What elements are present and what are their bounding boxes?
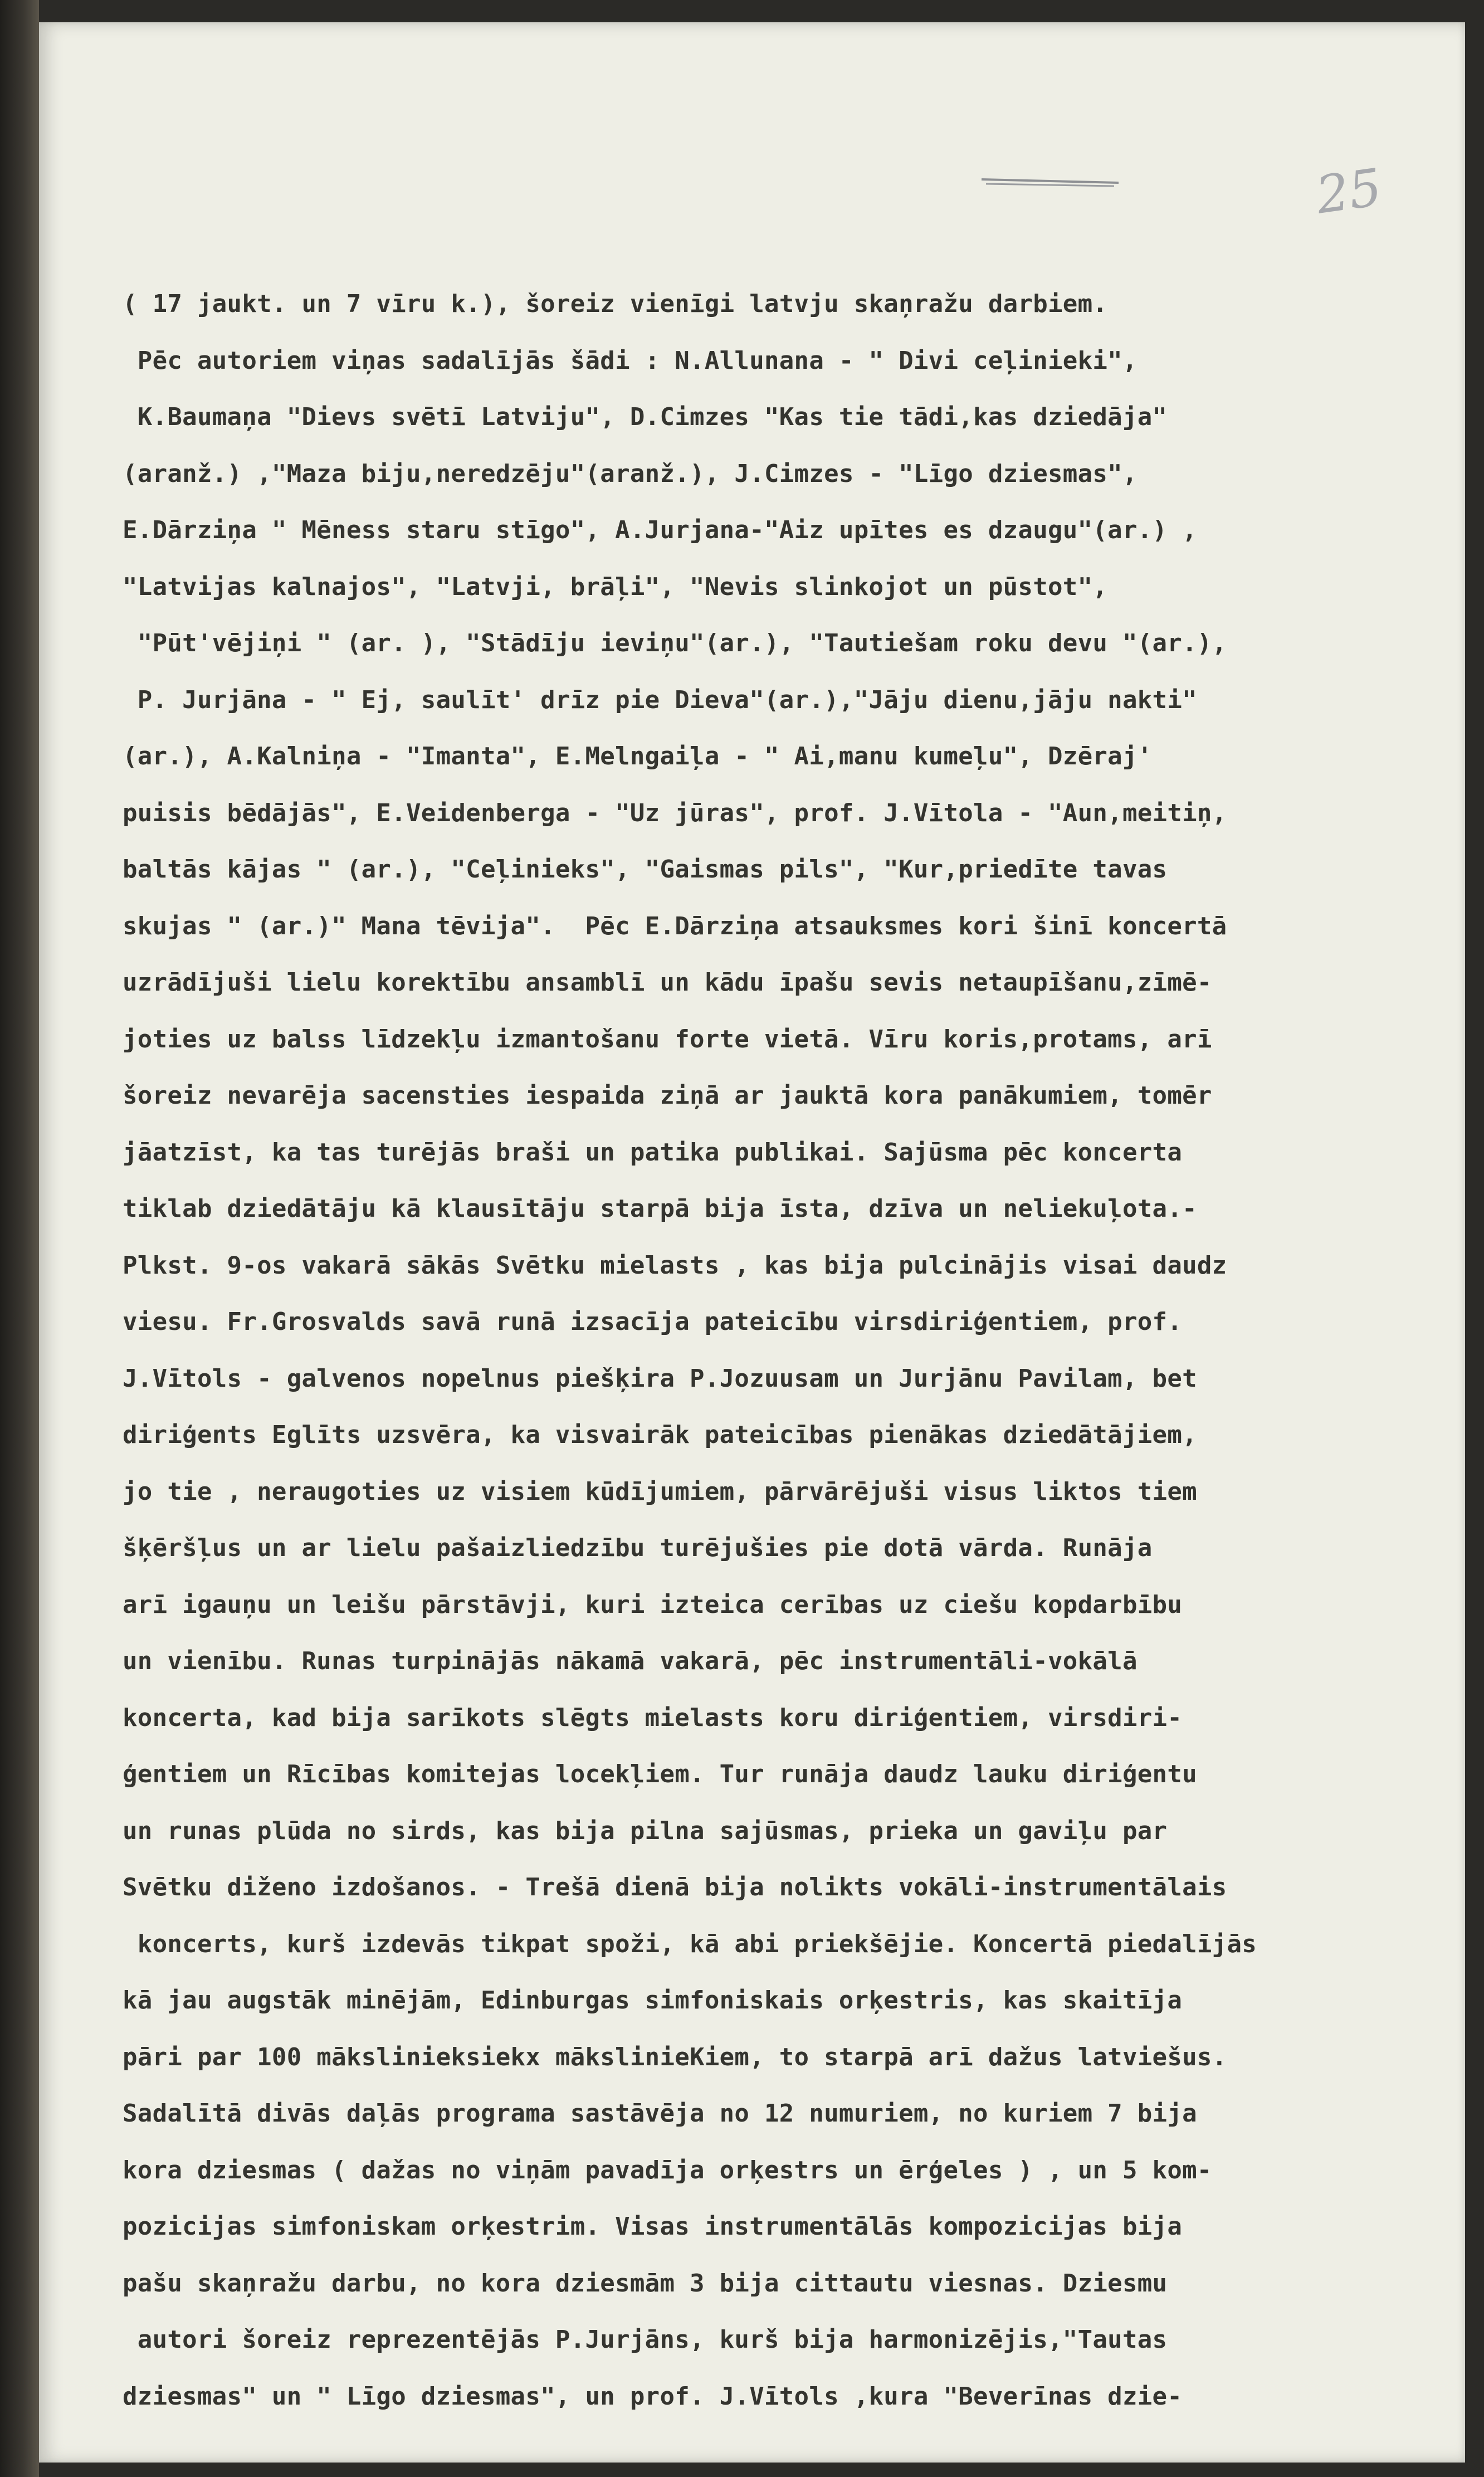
text-line: J.Vītols - galvenos nopelnus piešķira P.Jozuusam un Jurjānu Pavilam, bet: [123, 1364, 1197, 1393]
typewritten-page: [39, 22, 1465, 2463]
text-line: kā jau augstāk minējām, Edinburgas simfoniskais orķestris, kas skaitīja: [123, 1986, 1183, 2015]
text-line: Pēc autoriem viņas sadalījās šādi : N.Allunana - " Divi ceļinieki",: [123, 346, 1138, 375]
text-line: ( 17 jaukt. un 7 vīru k.), šoreiz vienīgi latvju skaņražu darbiem.: [123, 290, 1108, 318]
text-line: jo tie , neraugoties uz visiem kūdījumiem, pārvārējuši visus liktos tiem: [123, 1477, 1197, 1506]
text-line: arī igauņu un leišu pārstāvji, kuri izteica cerības uz ciešu kopdarbību: [123, 1590, 1183, 1619]
text-line: baltās kājas " (ar.), "Ceļinieks", "Gaismas pils", "Kur,priedīte tavas: [123, 855, 1168, 884]
text-line: "Pūt'vējiņi " (ar. ), "Stādīju ieviņu"(ar.), "Tautiešam roku devu "(ar.),: [123, 629, 1227, 657]
text-line: joties uz balss līdzekļu izmantošanu forte vietā. Vīru koris,protams, arī: [123, 1025, 1212, 1054]
text-line: puisis bēdājās", E.Veidenberga - "Uz jūras", prof. J.Vītola - "Aun,meitiņ,: [123, 798, 1227, 827]
text-line: pāri par 100 mākslinieksiekx mākslinieKiem, to starpā arī dažus latviešus.: [123, 2042, 1227, 2071]
text-line: šķēršļus un ar lielu pašaizliedzību turējušies pie dotā vārda. Runāja: [123, 1534, 1153, 1562]
text-line: tiklab dziedātāju kā klausītāju starpā bija īsta, dzīva un neliekuļota.-: [123, 1194, 1197, 1223]
text-line: Svētku diženo izdošanos. - Trešā dienā bija nolikts vokāli-instrumentālais: [123, 1873, 1227, 1901]
text-line: K.Baumaņa "Dievs svētī Latviju", D.Cimzes "Kas tie tādi,kas dziedāja": [123, 403, 1168, 431]
text-line: uzrādījuši lielu korektību ansamblī un kādu īpašu sevis netaupīšanu,zīmē-: [123, 968, 1212, 997]
text-line: E.Dārziņa " Mēness staru stīgo", A.Jurjana-"Aiz upītes es dzaugu"(ar.) ,: [123, 516, 1197, 544]
text-line: (aranž.) ,"Maza biju,neredzēju"(aranž.), J.Cimzes - "Līgo dziesmas",: [123, 459, 1138, 488]
text-line: un vienību. Runas turpinājās nākamā vakarā, pēc instrumentāli-vokālā: [123, 1647, 1138, 1675]
pencil-mark: [980, 173, 1120, 189]
text-line: "Latvijas kalnajos", "Latvji, brāļi", "Nevis slinkojot un pūstot",: [123, 572, 1108, 601]
text-line: pašu skaņražu darbu, no kora dziesmām 3 bija cittautu viesnas. Dziesmu: [123, 2269, 1168, 2298]
text-line: dziesmas" un " Līgo dziesmas", un prof. J.Vītols ,kura "Beverīnas dzie-: [123, 2382, 1183, 2411]
text-line: koncerts, kurš izdevās tikpat spoži, kā abi priekšējie. Koncertā piedalījās: [123, 1929, 1257, 1958]
text-line: pozicijas simfoniskam orķestrim. Visas instrumentālās kompozicijas bija: [123, 2212, 1183, 2241]
text-line: un runas plūda no sirds, kas bija pilna sajūsmas, prieka un gaviļu par: [123, 1816, 1168, 1845]
text-line: Plkst. 9-os vakarā sākās Svētku mielasts , kas bija pulcinājis visai daudz: [123, 1251, 1227, 1280]
text-line: diriģents Eglīts uzsvēra, ka visvairāk pateicības pienākas dziedātājiem,: [123, 1421, 1197, 1449]
text-line: jāatzīst, ka tas turējās braši un patika publikai. Sajūsma pēc koncerta: [123, 1138, 1183, 1167]
text-line: Sadalītā divās daļās programa sastāvēja no 12 numuriem, no kuriem 7 bija: [123, 2099, 1197, 2128]
page-number: 25: [1312, 157, 1385, 226]
text-line: viesu. Fr.Grosvalds savā runā izsacīja pateicību virsdiriģentiem, prof.: [123, 1308, 1183, 1336]
text-line: koncerta, kad bija sarīkots slēgts mielasts koru diriģentiem, virsdiri-: [123, 1703, 1183, 1732]
text-line: (ar.), A.Kalniņa - "Imanta", E.Melngaiļa - " Ai,manu kumeļu", Dzēraj': [123, 742, 1153, 771]
text-line: ģentiem un Rīcības komitejas locekļiem. Tur runāja daudz lauku diriģentu: [123, 1760, 1197, 1788]
text-line: P. Jurjāna - " Ej, saulīt' drīz pie Dieva"(ar.),"Jāju dienu,jāju nakti": [123, 685, 1197, 714]
text-line: kora dziesmas ( dažas no viņām pavadīja orķestrs un ērģeles ) , un 5 kom-: [123, 2156, 1212, 2185]
text-line: šoreiz nevarēja sacensties iespaida ziņā ar jauktā kora panākumiem, tomēr: [123, 1081, 1212, 1110]
text-line: skujas " (ar.)" Mana tēvija". Pēc E.Dārziņa atsauksmes kori šinī koncertā: [123, 911, 1227, 940]
binding-edge: [0, 0, 39, 2477]
text-line: autori šoreiz reprezentējās P.Jurjāns, kurš bija harmonizējis,"Tautas: [123, 2325, 1168, 2354]
body-text: [123, 276, 1437, 2425]
